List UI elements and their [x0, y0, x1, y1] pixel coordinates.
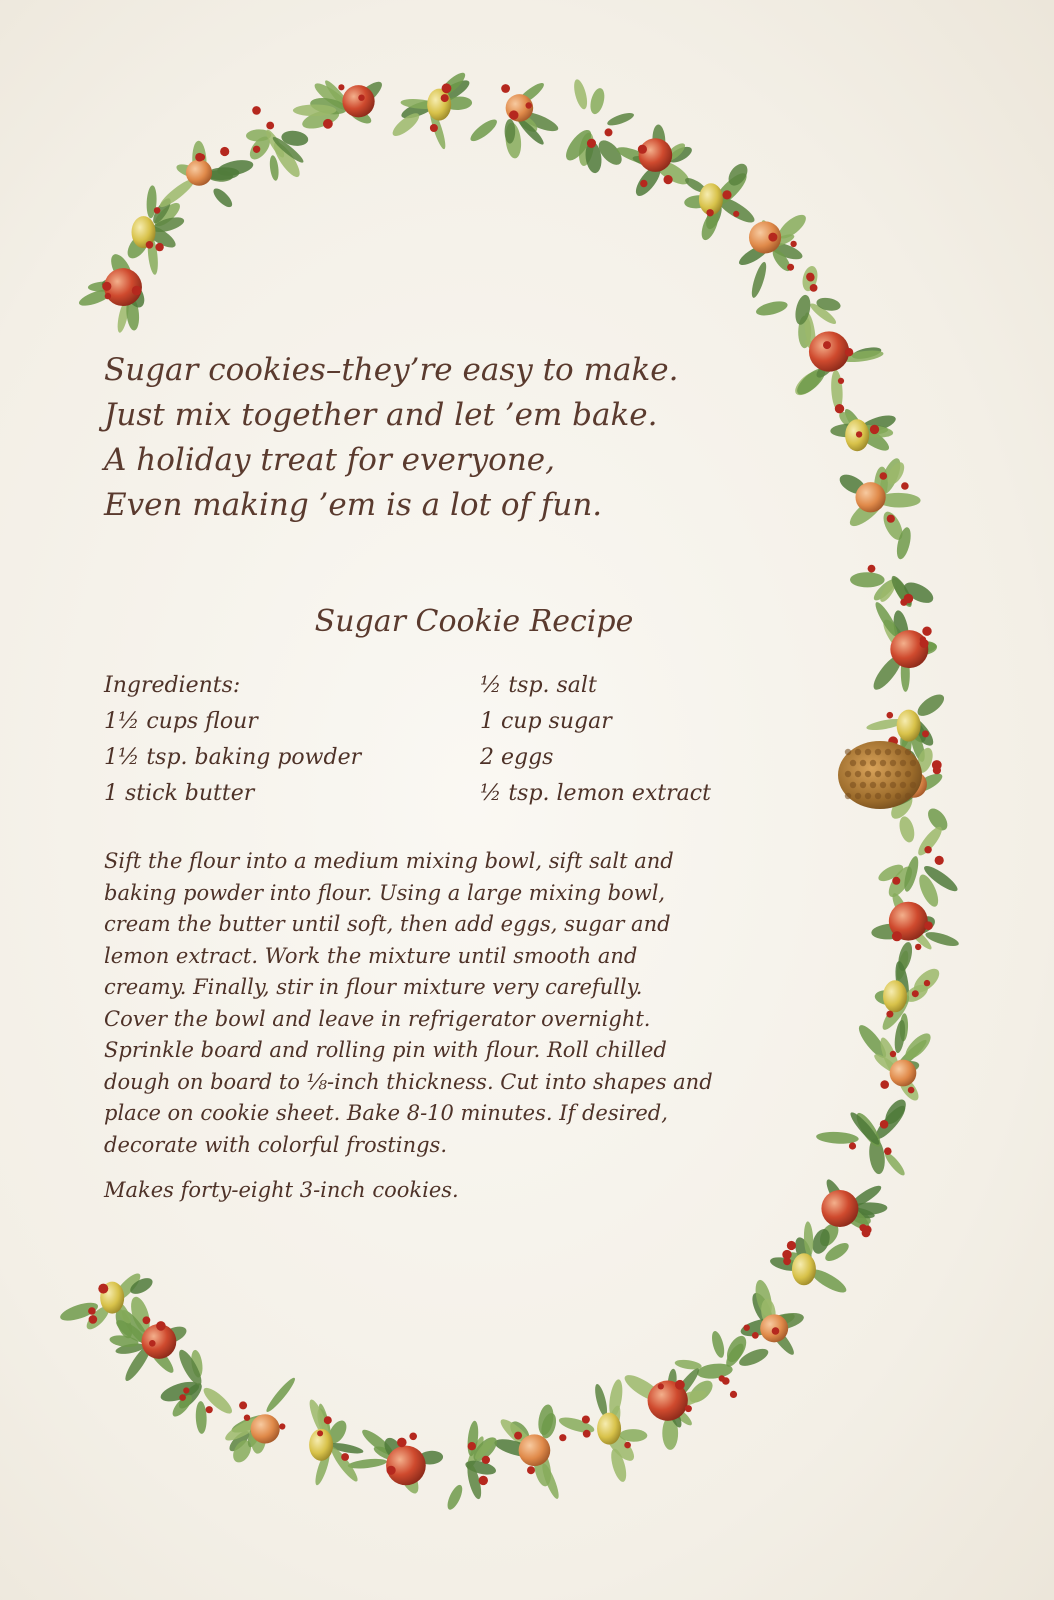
- berry-icon: [640, 180, 647, 187]
- pinecone-scale-icon: [910, 782, 916, 788]
- berry-icon: [810, 284, 818, 292]
- pinecone-scale-icon: [850, 782, 856, 788]
- directions-paragraph: [104, 846, 824, 1161]
- berry-icon: [156, 1321, 166, 1331]
- berry-icon: [409, 1433, 417, 1441]
- apple-icon: [639, 138, 673, 172]
- pinecone-scale-icon: [850, 760, 856, 766]
- apple-icon: [386, 1446, 426, 1486]
- berry-icon: [638, 145, 647, 154]
- berry-icon: [887, 515, 895, 523]
- berry-icon: [526, 102, 532, 108]
- berry-icon: [685, 1405, 692, 1412]
- berry-icon: [807, 274, 815, 282]
- ingredient-item: 1½ tsp. baking powder: [104, 745, 362, 770]
- leaf-icon: [850, 572, 885, 588]
- berry-icon: [912, 990, 919, 997]
- berry-icon: [252, 106, 261, 115]
- berry-icon: [206, 1406, 213, 1413]
- berry-icon: [870, 425, 879, 434]
- berry-icon: [722, 190, 731, 199]
- berry-icon: [479, 1476, 488, 1485]
- leaf-icon: [505, 119, 516, 144]
- berry-icon: [341, 1453, 349, 1461]
- berry-icon: [915, 944, 921, 950]
- apple-icon: [342, 85, 374, 117]
- berry-icon: [752, 1332, 759, 1339]
- pinecone-scale-icon: [855, 771, 861, 777]
- berry-icon: [559, 1434, 566, 1441]
- pinecone-scale-icon: [880, 782, 886, 788]
- pinecone-scale-icon: [875, 793, 881, 799]
- pinecone-scale-icon: [855, 793, 861, 799]
- ingredient-item: 2 eggs: [480, 745, 554, 770]
- poem-line: Sugar cookies–they’re easy to make.: [104, 352, 679, 388]
- berry-icon: [583, 1430, 591, 1438]
- recipe-yield: Makes forty-eight 3-inch cookies.: [104, 1178, 459, 1202]
- leaf-icon: [468, 116, 500, 144]
- berry-icon: [823, 341, 831, 349]
- pinecone-scale-icon: [855, 749, 861, 755]
- directions-line: dough on board to ⅛-inch thickness. Cut into shapes and: [104, 1069, 713, 1094]
- berry-icon: [880, 472, 888, 480]
- leaf-icon: [445, 1483, 466, 1512]
- leaf-icon: [211, 186, 235, 210]
- pear-icon: [883, 980, 907, 1012]
- berry-icon: [675, 1380, 685, 1390]
- berry-icon: [733, 211, 739, 217]
- berry-icon: [183, 1387, 189, 1393]
- berry-icon: [279, 1423, 285, 1429]
- berry-icon: [527, 1466, 535, 1474]
- berry-icon: [658, 1383, 664, 1389]
- pinecone-scale-icon: [865, 793, 871, 799]
- berry-icon: [358, 95, 364, 101]
- berry-icon: [155, 243, 163, 251]
- berry-icon: [935, 856, 944, 865]
- berry-icon: [442, 83, 452, 93]
- berry-icon: [664, 175, 673, 184]
- berry-icon: [266, 122, 274, 130]
- berry-icon: [922, 627, 931, 636]
- directions-line: lemon extract. Work the mixture until smooth and: [104, 943, 638, 968]
- leaf-icon: [195, 1401, 207, 1434]
- pinecone-scale-icon: [885, 793, 891, 799]
- berry-icon: [149, 1340, 156, 1347]
- berry-icon: [924, 846, 931, 853]
- recipe-title: Sugar Cookie Recipe: [314, 604, 634, 639]
- berry-icon: [892, 931, 902, 941]
- berry-icon: [397, 1438, 407, 1448]
- berry-icon: [744, 1325, 750, 1331]
- berry-icon: [582, 1416, 590, 1424]
- berry-icon: [787, 264, 794, 271]
- berry-icon: [501, 84, 510, 93]
- pinecone-scale-icon: [890, 760, 896, 766]
- pinecone-scale-icon: [890, 782, 896, 788]
- leaf-icon: [593, 1383, 610, 1418]
- pear-icon: [427, 89, 451, 121]
- berry-icon: [922, 730, 929, 737]
- ingredient-item: ½ tsp. salt: [480, 673, 597, 698]
- berry-icon: [920, 639, 929, 648]
- directions-line: cream the butter until soft, then add eggs, sugar and: [104, 912, 671, 936]
- directions-line: Cover the bowl and leave in refrigerator overnight.: [104, 1006, 651, 1031]
- berry-icon: [880, 1080, 889, 1089]
- directions-line: baking powder into flour. Using a large mixing bowl,: [104, 880, 666, 905]
- berry-icon: [624, 1442, 631, 1449]
- pinecone-scale-icon: [880, 760, 886, 766]
- ingredient-item: 1½ cups flour: [104, 709, 258, 734]
- berry-icon: [884, 1147, 892, 1155]
- berry-icon: [514, 1432, 522, 1440]
- berry-icon: [89, 1315, 98, 1324]
- ingredient-item: 1 cup sugar: [480, 709, 612, 734]
- ingredient-item: 1 stick butter: [104, 781, 255, 806]
- pinecone-scale-icon: [885, 771, 891, 777]
- berry-icon: [904, 594, 914, 604]
- pinecone-scale-icon: [900, 782, 906, 788]
- leaf-icon: [914, 690, 947, 720]
- berry-icon: [430, 124, 438, 132]
- berry-icon: [890, 1051, 896, 1057]
- berry-icon: [324, 1416, 332, 1424]
- berry-icon: [868, 565, 876, 573]
- leaf-icon: [915, 824, 946, 859]
- berry-icon: [179, 1394, 186, 1401]
- berry-icon: [730, 1391, 737, 1398]
- leaf-icon: [897, 815, 917, 844]
- berry-icon: [887, 712, 894, 719]
- leaf-icon: [269, 155, 280, 181]
- berry-icon: [783, 1257, 791, 1265]
- ingredients-column-right: [480, 668, 711, 812]
- apple-icon: [890, 630, 928, 668]
- directions-line: Sift the flour into a medium mixing bowl, sift salt and: [104, 849, 674, 873]
- berry-icon: [441, 94, 449, 102]
- pear-icon: [792, 1253, 816, 1285]
- berry-icon: [835, 404, 844, 413]
- berry-icon: [132, 286, 142, 296]
- orange-icon: [519, 1434, 551, 1466]
- berry-icon: [482, 1456, 490, 1464]
- poem-line: Even making ’em is a lot of fun.: [104, 487, 603, 523]
- poem-line: A holiday treat for everyone,: [104, 442, 555, 478]
- berry-icon: [605, 128, 613, 136]
- orange-icon: [186, 160, 212, 186]
- pinecone-scale-icon: [905, 749, 911, 755]
- berry-icon: [509, 110, 518, 119]
- berry-icon: [143, 1316, 151, 1324]
- pinecone-scale-icon: [895, 793, 901, 799]
- berry-icon: [323, 119, 333, 129]
- leaf-icon: [588, 87, 607, 116]
- ingredients-heading: Ingredients:: [104, 673, 241, 698]
- berry-icon: [862, 1229, 871, 1238]
- poem: [104, 348, 824, 528]
- directions-line: place on cookie sheet. Bake 8-10 minutes. If desired,: [104, 1101, 668, 1125]
- berry-icon: [102, 282, 111, 291]
- leaf-icon: [755, 299, 789, 319]
- leaf-icon: [710, 1330, 727, 1359]
- berry-icon: [146, 241, 154, 249]
- pinecone-scale-icon: [885, 749, 891, 755]
- berry-icon: [239, 1401, 247, 1409]
- leaf-icon: [749, 261, 769, 300]
- pinecone-scale-icon: [845, 771, 851, 777]
- directions-line: creamy. Finally, stir in flour mixture very carefully.: [104, 975, 643, 999]
- berry-icon: [387, 1466, 396, 1475]
- ingredient-item: ½ tsp. lemon extract: [480, 781, 711, 806]
- berry-icon: [587, 139, 596, 148]
- pear-icon: [597, 1413, 621, 1445]
- pinecone-scale-icon: [910, 760, 916, 766]
- berry-icon: [253, 146, 260, 153]
- pinecone-scale-icon: [875, 749, 881, 755]
- berry-icon: [772, 1327, 780, 1335]
- berry-icon: [722, 1377, 730, 1385]
- berry-icon: [195, 153, 204, 162]
- berry-icon: [924, 921, 933, 930]
- directions-line: decorate with colorful frostings.: [104, 1132, 448, 1157]
- berry-icon: [105, 293, 111, 299]
- berry-icon: [88, 1307, 96, 1315]
- berry-icon: [845, 348, 853, 356]
- ingredients-column-left: [104, 668, 361, 812]
- pinecone-scale-icon: [895, 749, 901, 755]
- berry-icon: [924, 980, 930, 986]
- orange-icon: [890, 1060, 917, 1087]
- berry-icon: [768, 233, 777, 242]
- leaf-icon: [347, 1457, 387, 1470]
- pinecone-scale-icon: [895, 771, 901, 777]
- pinecone-scale-icon: [870, 760, 876, 766]
- pinecone-scale-icon: [870, 782, 876, 788]
- pinecone-scale-icon: [865, 749, 871, 755]
- pinecone-scale-icon: [905, 771, 911, 777]
- berry-icon: [838, 378, 844, 384]
- berry-icon: [338, 84, 344, 90]
- poem-line: Just mix together and let ’em bake.: [104, 397, 658, 433]
- berry-icon: [892, 877, 900, 885]
- orange-icon: [855, 482, 885, 512]
- pinecone-scale-icon: [900, 760, 906, 766]
- berry-icon: [468, 1442, 476, 1450]
- pinecone-scale-icon: [905, 793, 911, 799]
- berry-icon: [154, 207, 161, 214]
- berry-icon: [880, 1120, 889, 1129]
- berry-icon: [849, 1142, 856, 1149]
- berry-icon: [886, 1011, 893, 1018]
- berry-icon: [244, 1415, 250, 1421]
- pinecone-scale-icon: [860, 760, 866, 766]
- berry-icon: [790, 241, 796, 247]
- pinecone-scale-icon: [865, 771, 871, 777]
- berry-icon: [220, 147, 229, 156]
- apple-icon: [821, 1190, 858, 1227]
- pear-icon: [897, 710, 921, 742]
- orange-icon: [251, 1414, 280, 1443]
- leaf-icon: [264, 1375, 298, 1414]
- pinecone-scale-icon: [860, 782, 866, 788]
- berry-icon: [908, 1087, 915, 1094]
- directions-line: Sprinkle board and rolling pin with flour. Roll chilled: [104, 1038, 667, 1062]
- berry-icon: [932, 760, 942, 770]
- leaf-icon: [606, 110, 635, 127]
- berry-icon: [706, 209, 713, 216]
- berry-icon: [317, 1430, 323, 1436]
- pinecone-scale-icon: [845, 793, 851, 799]
- berry-icon: [98, 1284, 108, 1294]
- berry-icon: [901, 482, 909, 490]
- leaf-icon: [572, 78, 590, 110]
- berry-icon: [787, 1241, 796, 1250]
- pinecone-scale-icon: [845, 749, 851, 755]
- berry-icon: [856, 431, 862, 437]
- pinecone-scale-icon: [875, 771, 881, 777]
